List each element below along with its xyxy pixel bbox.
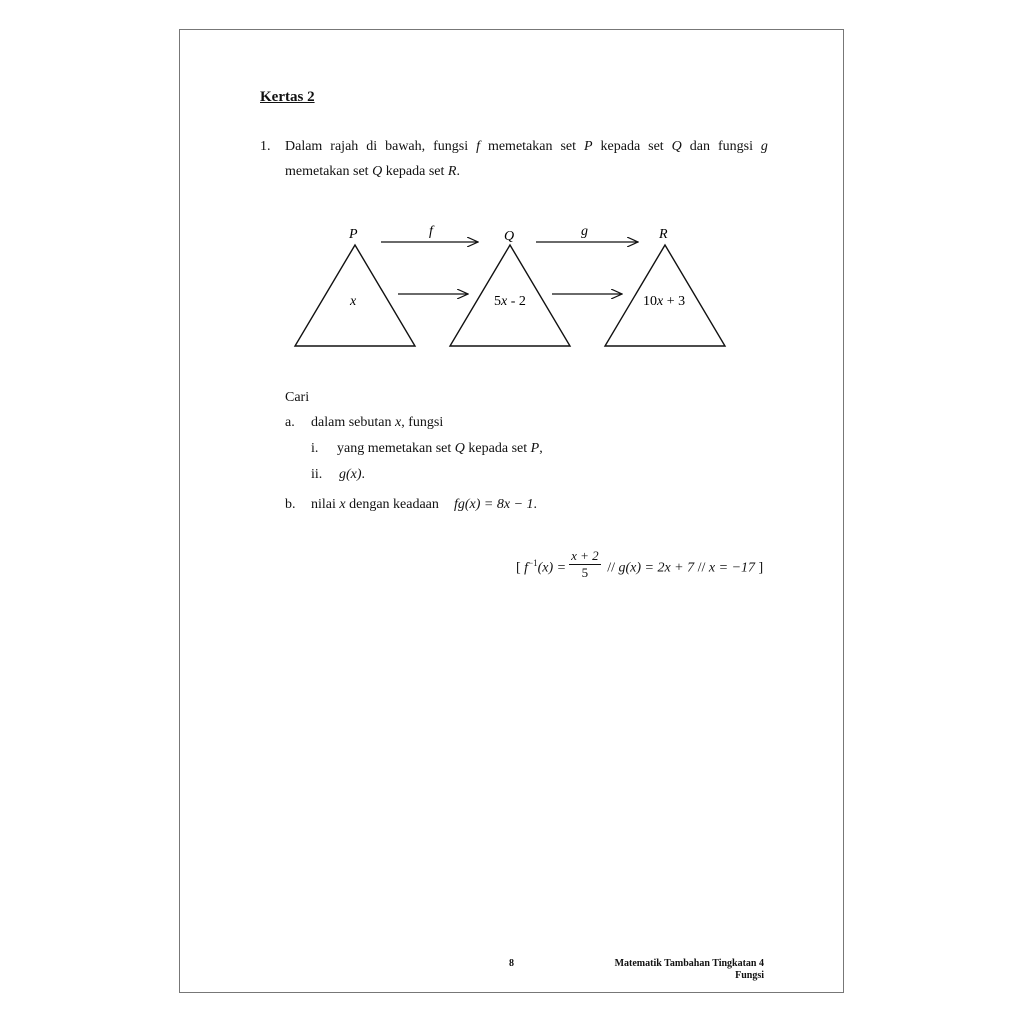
word: memetakan xyxy=(487,139,553,154)
part-b-label: b. xyxy=(285,497,296,512)
var-P: P xyxy=(583,139,593,154)
section-title: Kertas 2 xyxy=(260,89,315,105)
var-Q: Q xyxy=(671,139,682,154)
element-10x+3: 10x + 3 xyxy=(643,294,686,309)
var-f: f xyxy=(476,139,480,154)
part-a-i-label: i. xyxy=(311,441,319,456)
var-g: g xyxy=(760,139,768,154)
word: fungsi xyxy=(717,139,753,154)
part-a-ii-expr: g(x). xyxy=(339,467,366,482)
question-line-2: memetakan set Q kepada set R. xyxy=(285,164,460,179)
element-x: x xyxy=(350,294,357,309)
part-b-expr: fg(x) = 8x − 1. xyxy=(454,497,538,512)
word: di xyxy=(366,139,378,154)
word: kepada xyxy=(600,139,641,154)
question-number: 1. xyxy=(260,139,271,154)
part-b-text: nilai x dengan keadaan xyxy=(311,497,439,512)
fraction: $\frac{x + 2}{5}$ xyxy=(571,548,599,580)
part-a-label: a. xyxy=(285,415,295,430)
footer-subject: Matematik Tambahan Tingkatan 4 xyxy=(614,958,764,969)
part-a-ii-label: ii. xyxy=(311,467,323,482)
word: Dalam xyxy=(285,139,323,154)
page-number: 8 xyxy=(509,958,514,969)
word: bawah, xyxy=(385,139,426,154)
set-label-R: R xyxy=(659,227,668,242)
set-label-Q: Q xyxy=(504,229,515,244)
answer-key: [ $f^{-1}(x)$ = $\frac{x + 2}{5}$ // g(x) = 2x + 7 // x = −17 ] xyxy=(516,548,764,580)
word: rajah xyxy=(330,139,359,154)
document-page xyxy=(179,29,844,993)
word: fungsi xyxy=(433,139,469,154)
element-5x-2: 5x - 2 xyxy=(494,294,526,309)
map-label-g: g xyxy=(581,224,588,239)
footer-topic: Fungsi xyxy=(735,970,764,981)
footer-info xyxy=(615,958,764,982)
cari-label: Cari xyxy=(285,390,310,405)
word: set xyxy=(560,139,577,154)
map-label-f: f xyxy=(429,224,433,239)
word: set xyxy=(648,139,664,154)
set-label-P: P xyxy=(349,227,358,242)
word: dan xyxy=(689,139,710,154)
part-a-text: dalam sebutan x, fungsi xyxy=(311,415,444,430)
part-a-i-text: yang memetakan set Q kepada set P, xyxy=(337,441,543,456)
